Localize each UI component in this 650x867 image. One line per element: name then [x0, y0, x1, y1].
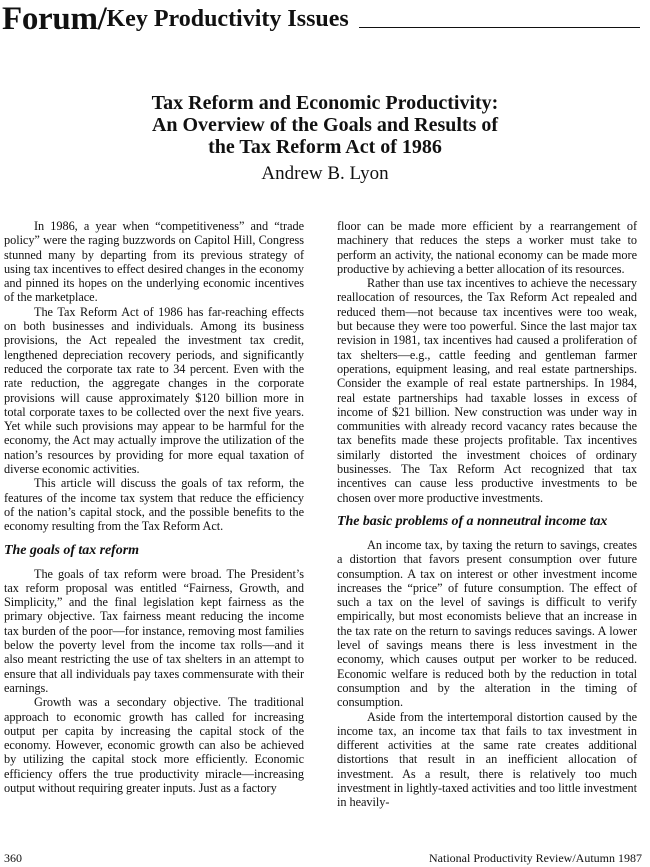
page-footer [4, 851, 644, 865]
body-paragraph: In 1986, a year when “competitiveness” and “trade policy” were the raging buzzwords on Capitol Hill, Congress stunned many by departing from its previous strategy of using tax incentives to effect desired changes in the economy and pinned its hopes on the underlying economic incentives of the marketplace. [4, 219, 304, 305]
article-title-line-1: Tax Reform and Economic Productivity: [151, 92, 499, 114]
body-paragraph: Rather than use tax incentives to achieve the necessary reallocation of resources, the Tax Reform Act repealed and reduced them—not because tax incentives were too weak, but because they were too powerful. Since the last major tax revision in 1981, tax incentives had caused a proliferation of tax shelters—e.g., cattle feeding and gentleman farmer operations, equipment leasing, and real estate partnerships. Consider the example of real estate partnerships. In 1984, real estate partnerships had taxable losses in excess of income of $21 billion. New construction was under way in communities with already record vacancy rates because the tax benefits made these projects profitable. Tax incentives similarly distorted the investment choices of ordinary businesses. The Tax Reform Act recognized that tax incentives can cause less productive investments to be chosen over more productive investments. [337, 276, 637, 505]
body-paragraph-continued: floor can be made more efficient by a rearrangement of machinery that reduces the steps a worker must take to perform an activity, the national economy can be made more productive by achieving a better allocation of its resources. [337, 219, 637, 276]
publication-info: National Productivity Review/Autumn 1987 [429, 851, 642, 865]
section-heading-goals: The goals of tax reform [4, 542, 139, 558]
left-column [4, 219, 304, 795]
article-title-line-2: An Overview of the Goals and Results of [151, 114, 499, 136]
body-paragraph: Growth was a secondary objective. The traditional approach to economic growth has called for increasing output per capita by increasing the capital stock of the economy. However, economic growth can also be achieved by utilizing the capital stock more efficiently. Economic efficiency offers the true productivity miracle—increasing output without requiring greater inputs. Just as a factory [4, 695, 304, 795]
article-author: Andrew B. Lyon [261, 163, 389, 184]
running-header [2, 0, 644, 36]
body-paragraph: An income tax, by taxing the return to savings, creates a distortion that favors present consumption over future consumption. A tax on interest or other investment income increases the “price” of future consumption. The effect of such a tax on the level of savings is difficult to verify empirically, but most economists believe that an increase in the tax rate on the return to savings reduces savings. A lower level of savings means there is less investment in the economy, which causes output per worker to be reduced. Economic welfare is reduced both by the reduction in total consumption and by the alteration in the timing of consumption. [337, 537, 637, 710]
article-title-line-3: the Tax Reform Act of 1986 [208, 136, 442, 158]
section-label-key-productivity: Key Productivity Issues [106, 6, 349, 32]
section-label-forum: Forum/ [2, 1, 107, 37]
page-number: 360 [4, 851, 22, 865]
article-title-block [0, 92, 650, 186]
body-paragraph: This article will discuss the goals of tax reform, the features of the income tax system that reduce the efficiency of the nation’s capital stock, and the possible benefits to the economy resulting from the Tax Reform Act. [4, 476, 304, 534]
right-column [337, 219, 637, 810]
header-rule [359, 27, 640, 28]
body-paragraph: The goals of tax reform were broad. The President’s tax reform proposal was entitled “Fairness, Growth, and Simplicity,” and the final legislation kept fairness as the primary objective. Tax fairness meant reducing the income tax burden of the poor—for instance, removing most families below the poverty level from the income tax rolls—and it also meant restricting the use of tax shelters in an attempt to ensure that all individuals pay taxes commensurate with their earnings. [4, 566, 304, 695]
body-paragraph: The Tax Reform Act of 1986 has far-reaching effects on both businesses and individuals. Among its business provisions, the Act repealed the investment tax credit, lengthened depreciation recovery periods, and significantly reduced the corporate tax rate to 34 percent. Even with the rate reduction, the aggregate changes in the corporate provisions will cause approximately $120 billion more in total corporate taxes to be collected over the next five years. Yet while such provisions may appear to be harmful for the economy, the Act may actually improve the utilization of the nation’s resources by providing for more equal taxation of diverse economic activities. [4, 304, 304, 477]
body-paragraph: Aside from the intertemporal distortion caused by the income tax, an income tax that fails to tax investment in different activities at the same rate creates additional distortions that result in an inefficient allocation of investment. As a result, there is relatively too much investment in lightly-taxed activities and too little investment in heavily- [337, 709, 637, 810]
section-heading-nonneutral-tax: The basic problems of a nonneutral income tax [337, 513, 608, 529]
